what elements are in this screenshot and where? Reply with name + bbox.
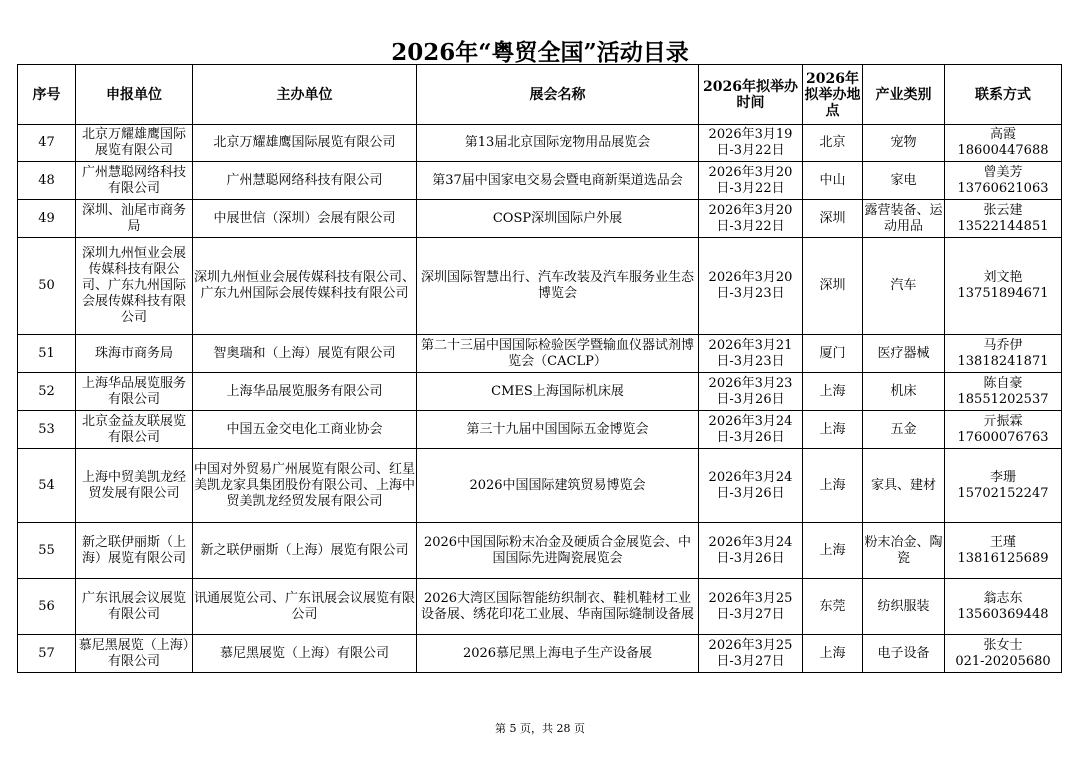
cell-industry: 宠物 (863, 125, 945, 162)
cell-name: 第37届中国家电交易会暨电商新渠道选品会 (417, 162, 699, 200)
cell-num: 48 (18, 162, 76, 200)
cell-industry: 医疗器械 (863, 335, 945, 373)
cell-time: 2026年3月21日-3月23日 (699, 335, 803, 373)
cell-num: 49 (18, 200, 76, 238)
contact-phone: 13816125689 (957, 550, 1049, 566)
cell-contact (945, 449, 1062, 523)
contact-name: 马乔伊 (983, 337, 1023, 353)
header-name: 展会名称 (417, 65, 699, 125)
header-contact: 联系方式 (945, 65, 1062, 125)
cell-place: 北京 (803, 125, 863, 162)
cell-name: 2026慕尼黑上海电子生产设备展 (417, 635, 699, 673)
cell-organizer: 上海华品展览服务有限公司 (193, 373, 417, 411)
contact-phone: 021-20205680 (955, 653, 1051, 669)
cell-place: 中山 (803, 162, 863, 200)
cell-industry: 家电 (863, 162, 945, 200)
cell-time: 2026年3月25日-3月27日 (699, 635, 803, 673)
table-row (18, 238, 1062, 335)
cell-num: 56 (18, 579, 76, 635)
cell-contact (945, 373, 1062, 411)
cell-organizer: 深圳九州恒业会展传媒科技有限公司、广东九州国际会展传媒科技有限公司 (193, 238, 417, 335)
header-num: 序号 (18, 65, 76, 125)
cell-name: 2026中国国际建筑贸易博览会 (417, 449, 699, 523)
cell-contact (945, 579, 1062, 635)
cell-name: COSP深圳国际户外展 (417, 200, 699, 238)
cell-industry: 汽车 (863, 238, 945, 335)
table-row (18, 523, 1062, 579)
cell-organizer: 北京万耀雄鹰国际展览有限公司 (193, 125, 417, 162)
cell-num: 57 (18, 635, 76, 673)
table-row (18, 635, 1062, 673)
cell-applicant: 上海华品展览服务有限公司 (76, 373, 193, 411)
table-row (18, 411, 1062, 449)
cell-place: 上海 (803, 411, 863, 449)
cell-place: 深圳 (803, 238, 863, 335)
contact-phone: 13751894671 (957, 286, 1049, 301)
cell-name: 第三十九届中国国际五金博览会 (417, 411, 699, 449)
contact-name: 亓振霖 (983, 413, 1023, 429)
cell-organizer: 讯通展览公司、广东讯展会议展览有限公司 (193, 579, 417, 635)
header-time: 2026年拟举办时间 (699, 65, 803, 125)
contact-name: 曾美芳 (983, 164, 1023, 180)
cell-time: 2026年3月24日-3月26日 (699, 411, 803, 449)
cell-industry: 机床 (863, 373, 945, 411)
contact-phone: 17600076763 (957, 429, 1049, 445)
cell-industry: 电子设备 (863, 635, 945, 673)
table-row (18, 162, 1062, 200)
cell-name: 深圳国际智慧出行、汽车改装及汽车服务业生态博览会 (417, 238, 699, 335)
table-row (18, 373, 1062, 411)
cell-organizer: 广州慧聪网络科技有限公司 (193, 162, 417, 200)
table-row (18, 449, 1062, 523)
contact-phone: 13522144851 (957, 218, 1049, 234)
contact-phone: 13760621063 (957, 180, 1049, 196)
cell-organizer: 慕尼黑展览（上海）有限公司 (193, 635, 417, 673)
cell-organizer: 中展世信（深圳）会展有限公司 (193, 200, 417, 238)
cell-applicant: 上海中贸美凯龙经贸发展有限公司 (76, 449, 193, 523)
cell-industry: 五金 (863, 411, 945, 449)
cell-place: 东莞 (803, 579, 863, 635)
cell-num: 54 (18, 449, 76, 523)
cell-place: 上海 (803, 523, 863, 579)
cell-organizer: 智奥瑞和（上海）展览有限公司 (193, 335, 417, 373)
cell-name: CMES上海国际机床展 (417, 373, 699, 411)
cell-applicant: 深圳九州恒业会展传媒科技有限公司、广东九州国际会展传媒科技有限公司 (76, 238, 193, 335)
contact-name: 翁志东 (983, 590, 1023, 606)
cell-place: 上海 (803, 635, 863, 673)
cell-organizer: 新之联伊丽斯（上海）展览有限公司 (193, 523, 417, 579)
header-place: 2026年拟举办地点 (803, 65, 863, 125)
contact-phone: 18600447688 (957, 143, 1049, 158)
cell-applicant: 广州慧聪网络科技有限公司 (76, 162, 193, 200)
cell-name: 2026大湾区国际智能纺织制衣、鞋机鞋材工业设备展、绣花印花工业展、华南国际缝制设备展 (417, 579, 699, 635)
cell-name: 2026中国国际粉末冶金及硬质合金展览会、中国国际先进陶瓷展览会 (417, 523, 699, 579)
cell-time: 2026年3月25日-3月27日 (699, 579, 803, 635)
cell-applicant: 广东讯展会议展览有限公司 (76, 579, 193, 635)
cell-num: 47 (18, 125, 76, 162)
table-row (18, 579, 1062, 635)
cell-time: 2026年3月23日-3月26日 (699, 373, 803, 411)
cell-applicant: 北京金益友联展览有限公司 (76, 411, 193, 449)
contact-phone: 13818241871 (957, 353, 1049, 369)
contact-name: 王瑾 (989, 534, 1016, 550)
contact-name: 陈自豪 (983, 375, 1023, 391)
contact-phone: 18551202537 (957, 391, 1049, 407)
cell-applicant: 珠海市商务局 (76, 335, 193, 373)
cell-organizer: 中国对外贸易广州展览有限公司、红星美凯龙家具集团股份有限公司、上海中贸美凯龙经贸发展有限公司 (193, 449, 417, 523)
cell-contact (945, 635, 1062, 673)
contact-name: 高霞 (989, 127, 1016, 142)
cell-contact (945, 335, 1062, 373)
cell-applicant: 深圳、汕尾市商务局 (76, 200, 193, 238)
cell-place: 深圳 (803, 200, 863, 238)
cell-industry: 粉末冶金、陶瓷 (863, 523, 945, 579)
cell-time: 2026年3月20日-3月23日 (699, 238, 803, 335)
cell-applicant: 北京万耀雄鹰国际展览有限公司 (76, 125, 193, 162)
contact-phone: 13560369448 (957, 606, 1049, 622)
cell-num: 55 (18, 523, 76, 579)
cell-contact (945, 125, 1062, 162)
page-footer: 第 5 页，共 28 页 (495, 722, 585, 735)
page-title: 2026年“粤贸全国”活动目录 (391, 39, 689, 66)
cell-organizer: 中国五金交电化工商业协会 (193, 411, 417, 449)
cell-num: 53 (18, 411, 76, 449)
cell-contact (945, 523, 1062, 579)
cell-time: 2026年3月20日-3月22日 (699, 200, 803, 238)
cell-industry: 家具、建材 (863, 449, 945, 523)
cell-contact (945, 200, 1062, 238)
table-row (18, 200, 1062, 238)
cell-applicant: 慕尼黑展览（上海）有限公司 (76, 635, 193, 673)
cell-place: 厦门 (803, 335, 863, 373)
cell-num: 52 (18, 373, 76, 411)
contact-phone: 15702152247 (957, 485, 1049, 501)
activity-table (17, 64, 1062, 673)
cell-industry: 纺织服装 (863, 579, 945, 635)
contact-name: 张云建 (983, 202, 1023, 218)
header-industry: 产业类别 (863, 65, 945, 125)
cell-place: 上海 (803, 449, 863, 523)
contact-name: 张女士 (983, 637, 1023, 653)
cell-time: 2026年3月24日-3月26日 (699, 449, 803, 523)
cell-name: 第13届北京国际宠物用品展览会 (417, 125, 699, 162)
table-row (18, 335, 1062, 373)
header-applicant: 申报单位 (76, 65, 193, 125)
contact-name: 李珊 (989, 469, 1016, 485)
cell-contact (945, 411, 1062, 449)
cell-num: 51 (18, 335, 76, 373)
cell-time: 2026年3月24日-3月26日 (699, 523, 803, 579)
cell-num: 50 (18, 238, 76, 335)
cell-industry: 露营装备、运动用品 (863, 200, 945, 238)
contact-name: 刘文艳 (983, 270, 1023, 285)
table-row (18, 125, 1062, 162)
cell-applicant: 新之联伊丽斯（上海）展览有限公司 (76, 523, 193, 579)
cell-name: 第二十三届中国国际检验医学暨输血仪器试剂博览会（CACLP） (417, 335, 699, 373)
cell-time: 2026年3月20日-3月22日 (699, 162, 803, 200)
header-organizer: 主办单位 (193, 65, 417, 125)
cell-contact (945, 162, 1062, 200)
cell-place: 上海 (803, 373, 863, 411)
header-row (18, 65, 1062, 125)
cell-time: 2026年3月19日-3月22日 (699, 125, 803, 162)
cell-contact (945, 238, 1062, 335)
